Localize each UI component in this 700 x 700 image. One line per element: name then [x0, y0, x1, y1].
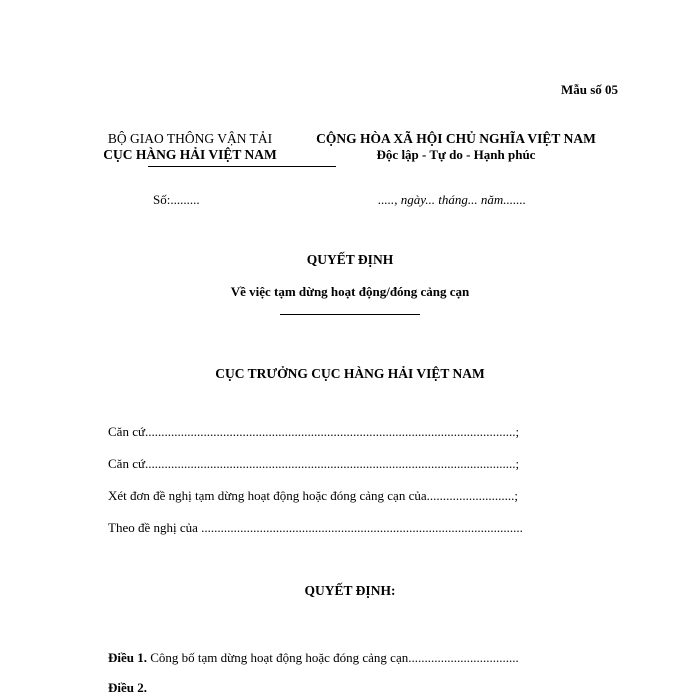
header-divider	[148, 166, 336, 167]
ministry-name: BỘ GIAO THÔNG VẬN TẢI	[107, 131, 273, 146]
issuing-agency-block	[80, 131, 300, 163]
proposal-line: Theo đề nghị của ...................................................................................................	[108, 520, 523, 535]
issuing-authority: CỤC TRƯỞNG CỤC HÀNG HẢI VIỆT NAM	[215, 366, 485, 381]
document-date: ....., ngày... tháng... năm.......	[378, 192, 527, 207]
legal-basis-2: Căn cứ..................................................................................................................;	[108, 456, 520, 471]
article-2	[108, 680, 147, 696]
national-motto: Độc lập - Tự do - Hạnh phúc	[376, 147, 536, 162]
document-number: Số:.........	[153, 192, 200, 207]
legal-basis-1: Căn cứ..................................................................................................................;	[108, 424, 520, 439]
article-2-label: Điều 2.	[108, 680, 147, 695]
country-name: CỘNG HÒA XÃ HỘI CHỦ NGHĨA VIỆT NAM	[316, 131, 596, 146]
application-review: Xét đơn đề nghị tạm dừng hoạt động hoặc đóng cảng cạn của...........................;	[108, 488, 518, 503]
document-subtitle: Về việc tạm dừng hoạt động/đóng cảng cạn	[230, 284, 470, 299]
document-title: QUYẾT ĐỊNH	[306, 252, 394, 267]
title-divider	[280, 314, 420, 315]
article-1	[108, 650, 519, 666]
article-1-text: Công bố tạm dừng hoạt động hoặc đóng cảng cạn..................................	[147, 650, 519, 665]
decision-heading: QUYẾT ĐỊNH:	[304, 583, 396, 598]
national-header-block	[300, 131, 612, 163]
form-number: Mẫu số 05	[560, 82, 618, 97]
agency-name: CỤC HÀNG HẢI VIỆT NAM	[103, 147, 277, 162]
article-1-label: Điều 1.	[108, 650, 147, 665]
